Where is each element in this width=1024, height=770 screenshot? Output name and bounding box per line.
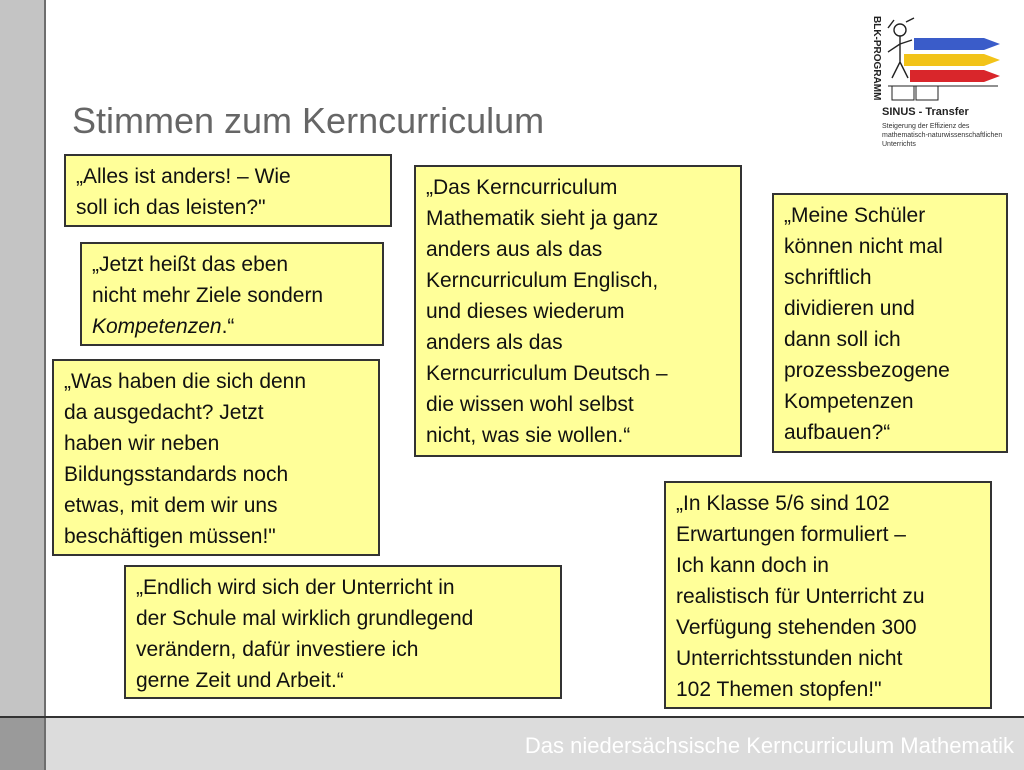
quote-text: „Alles ist anders! – Wie soll ich das leisten?" (76, 165, 291, 219)
quote-text: „In Klasse 5/6 sind 102 Erwartungen formuliert – Ich kann doch in realistisch für Unterricht zu Verfügung stehenden 300 Unterrichtsstunden nicht 102 Themen stopfen!" (676, 492, 925, 701)
quote-text: „Das Kerncurriculum Mathematik sieht ja ganz anders aus als das Kerncurriculum Englisch, und dieses wiederum anders als das Kerncurriculum Deutsch – die wissen wohl selbst nicht, was sie wollen.“ (426, 176, 668, 447)
yellow-pencil-icon (904, 54, 1000, 66)
footer-text: Das niedersächsische Kerncurriculum Mathematik (524, 733, 1014, 758)
quote-text: „Was haben die sich denn da ausgedacht? Jetzt haben wir neben Bildungsstandards noch etwas, mit dem wir uns beschäftigen müssen!" (64, 370, 307, 548)
logo-program-label: BLK-PROGRAMM (871, 16, 882, 101)
stick-figure-icon (888, 18, 914, 78)
quote-note-7 (664, 481, 992, 709)
quote-note-1 (64, 154, 392, 227)
footer-sidebar-segment (0, 718, 46, 770)
slide-title: Stimmen zum Kerncurriculum (72, 100, 545, 141)
sinus-transfer-logo (858, 14, 1008, 154)
red-pencil-icon (910, 70, 1000, 82)
quote-note-3 (52, 359, 380, 556)
quote-text: „Meine Schüler können nicht mal schriftlich dividieren und dann soll ich prozessbezogene Kompetenzen aufbauen?“ (784, 204, 950, 444)
quote-note-4 (124, 565, 562, 699)
quote-emphasis: Kompetenzen (92, 315, 222, 338)
pencil-icon-group (858, 14, 1008, 106)
left-sidebar-bar (0, 0, 46, 768)
quote-text-part: „Jetzt heißt das eben nicht mehr Ziele sondern (92, 253, 324, 307)
quote-text (92, 249, 372, 342)
quote-text: „Endlich wird sich der Unterricht in der Schule mal wirklich grundlegend verändern, dafür investiere ich gerne Zeit und Arbeit.“ (136, 576, 474, 692)
logo-name: SINUS - Transfer (882, 106, 969, 118)
slide-footer (0, 716, 1024, 770)
blue-pencil-icon (914, 38, 1000, 50)
quote-note-5 (414, 165, 742, 457)
quote-note-6 (772, 193, 1008, 453)
quote-note-2 (80, 242, 384, 346)
quote-text-part: .“ (221, 315, 235, 338)
logo-subtitle: Steigerung der Effizienz des mathematisch-naturwissenschaftlichen Unterrichts (882, 123, 1003, 148)
